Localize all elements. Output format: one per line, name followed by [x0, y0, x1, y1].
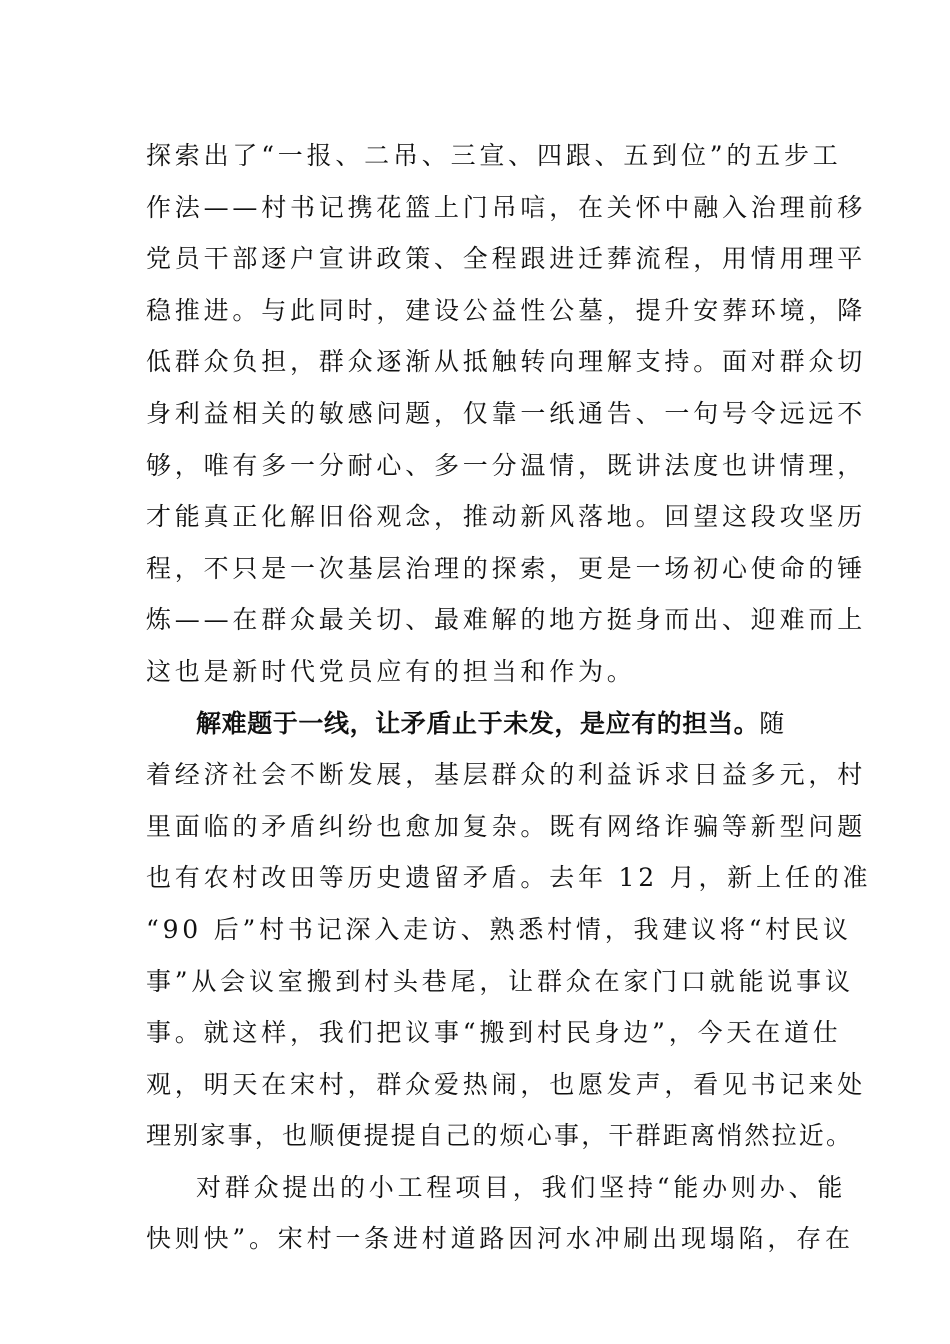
text-line: 党员干部逐户宣讲政策、全程跟进迁葬流程，用情用理平 — [146, 244, 867, 274]
text-line: 低群众负担，群众逐渐从抵触转向理解支持。面对群众切 — [146, 347, 867, 377]
text-line: 里面临的矛盾纠纷也愈加复杂。既有网络诈骗等新型问题 — [146, 811, 867, 841]
text-line: 观，明天在宋村，群众爱热闹，也愿发声，看见书记来处 — [146, 1069, 867, 1099]
text-line: 快则快”。宋村一条进村道路因河水冲刷出现塌陷，存在 — [146, 1224, 854, 1254]
text-line: 事”从会议室搬到村头巷尾，让群众在家门口就能说事议 — [146, 966, 854, 996]
text-line: 炼——在群众最关切、最难解的地方挺身而出、迎难而上 — [146, 605, 867, 635]
text-line: 这也是新时代党员应有的担当和作为。 — [146, 656, 636, 686]
text-line: 才能真正化解旧俗观念，推动新风落地。回望这段攻坚历 — [146, 502, 867, 532]
text-line: 也有农村改田等历史遗留矛盾。去年 12 月，新上任的准 — [146, 863, 872, 893]
text-line: 着经济社会不断发展，基层群众的利益诉求日益多元，村 — [146, 760, 867, 790]
text-line: “90 后”村书记深入走访、熟悉村情，我建议将“村民议 — [146, 914, 852, 944]
paragraph-heading-line — [146, 698, 806, 750]
text-line: 作法——村书记携花篮上门吊唁，在关怀中融入治理前移 — [146, 192, 867, 222]
paragraph-heading-tail: 随 — [759, 708, 789, 738]
text-line: 理别家事，也顺便提提自己的烦心事，干群距离悄然拉近。 — [146, 1121, 854, 1151]
text-line: 探索出了“一报、二吊、三宣、四跟、五到位”的五步工 — [146, 141, 842, 170]
text-line: 程，不只是一次基层治理的探索，更是一场初心使命的锤 — [146, 553, 867, 583]
document-body — [146, 130, 872, 1265]
text-line: 事。就这样，我们把议事“搬到村民身边”，今天在道仕 — [146, 1018, 842, 1048]
paragraph-heading: 解难题于一线，让矛盾止于未发，是应有的担当。 — [196, 708, 760, 738]
text-line: 身利益相关的敏感问题，仅靠一纸通告、一句号令远远不 — [146, 398, 867, 428]
text-line: 稳推进。与此同时，建设公益性公墓，提升安葬环境，降 — [146, 295, 867, 325]
text-line: 够，唯有多一分耐心、多一分温情，既讲法度也讲情理， — [146, 450, 867, 480]
text-line: 对群众提出的小工程项目，我们坚持“能办则办、能 — [196, 1172, 847, 1202]
